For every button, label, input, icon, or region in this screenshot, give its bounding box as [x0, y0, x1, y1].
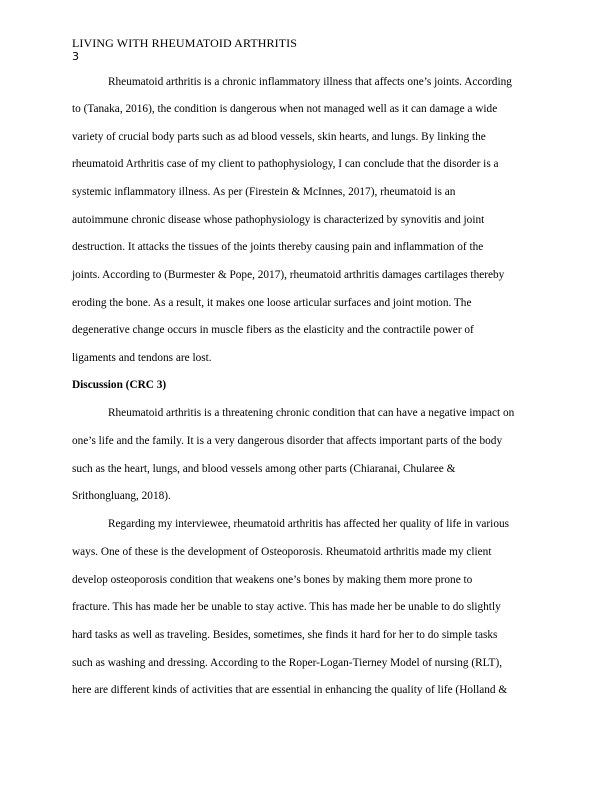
paragraph-line: variety of crucial body parts such as ad blood vessels, skin hearts, and lungs. By linking the: [72, 131, 486, 143]
paragraph-line: systemic inflammatory illness. As per (Firestein & McInnes, 2017), rheumatoid is an: [72, 186, 456, 198]
paragraph-line: Srithongluang, 2018).: [72, 490, 171, 502]
paragraph-line: develop osteoporosis condition that weakens one’s bones by making them more prone to: [72, 574, 473, 586]
running-head: LIVING WITH RHEUMATOID ARTHRITIS: [72, 36, 298, 50]
paragraph-line: autoimmune chronic disease whose pathophysiology is characterized by synovitis and joint: [72, 214, 485, 226]
paragraph-line: fracture. This has made her be unable to stay active. This has made her be unable to do slightly: [72, 601, 501, 613]
paragraph-line: destruction. It attacks the tissues of the joints thereby causing pain and inflammation of the: [72, 241, 484, 253]
paragraph-line: rheumatoid Arthritis case of my client to pathophysiology, I can conclude that the disorder is a: [72, 158, 499, 170]
paragraph-line: Rheumatoid arthritis is a threatening chronic condition that can have a negative impact on: [108, 407, 515, 419]
paragraph-line: ways. One of these is the development of Osteoporosis. Rheumatoid arthritis made my client: [72, 546, 492, 558]
page-number: 3: [72, 50, 79, 63]
paragraph-line: joints. According to (Burmester & Pope, 2017), rheumatoid arthritis damages cartilages thereby: [72, 269, 505, 281]
paragraph-line: here are different kinds of activities that are essential in enhancing the quality of life (Holland &: [72, 684, 508, 696]
paragraph-line: such as washing and dressing. According to the Roper-Logan-Tierney Model of nursing (RLT),: [72, 657, 503, 669]
paragraph-line: Regarding my interviewee, rheumatoid arthritis has affected her quality of life in various: [108, 518, 510, 530]
paragraph-line: eroding the bone. As a result, it makes one loose articular surfaces and joint motion. The: [72, 297, 472, 309]
paragraph-line: degenerative change occurs in muscle fibers as the elasticity and the contractile power of: [72, 324, 474, 336]
paragraph-line: one’s life and the family. It is a very dangerous disorder that affects important parts of the body: [72, 435, 503, 447]
paragraph-line: hard tasks as well as traveling. Besides, sometimes, she finds it hard for her to do simple tasks: [72, 629, 498, 641]
paragraph-line: ligaments and tendons are lost.: [72, 352, 212, 364]
paragraph-line: to (Tanaka, 2016), the condition is dangerous when not managed well as it can damage a wide: [72, 103, 498, 115]
section-heading: Discussion (CRC 3): [72, 379, 167, 391]
paragraph-line: such as the heart, lungs, and blood vessels among other parts (Chiaranai, Chularee &: [72, 463, 456, 475]
paragraph-line: Rheumatoid arthritis is a chronic inflammatory illness that affects one’s joints. According: [108, 76, 512, 88]
